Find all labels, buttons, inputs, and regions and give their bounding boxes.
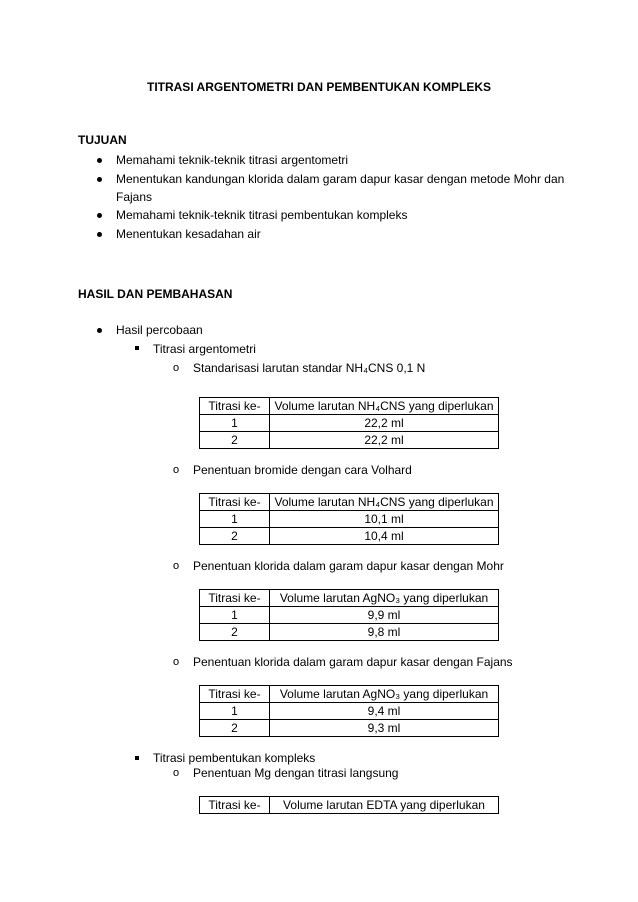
circle-bullet-icon: o bbox=[173, 464, 180, 476]
tujuan-heading: TUJUAN bbox=[78, 133, 127, 147]
table-cell: 2 bbox=[200, 624, 270, 641]
circle-bullet-icon: o bbox=[173, 560, 180, 572]
document-title: TITRASI ARGENTOMETRI DAN PEMBENTUKAN KOMPLEKS bbox=[146, 80, 491, 94]
bullet-icon bbox=[97, 177, 102, 182]
table-header-cell: Titrasi ke- bbox=[200, 398, 270, 415]
hasil-level1-item: Hasil percobaan bbox=[116, 323, 203, 337]
hasil-heading: HASIL DAN PEMBAHASAN bbox=[78, 287, 233, 301]
subsection-title: Penentuan Mg dengan titrasi langsung bbox=[193, 766, 399, 780]
table-cell: 2 bbox=[200, 720, 270, 737]
table-header-cell: Volume larutan EDTA yang diperlukan bbox=[270, 797, 499, 814]
table-cell: 2 bbox=[200, 432, 270, 449]
table-row bbox=[200, 528, 499, 545]
hasil-level2-item: Titrasi argentometri bbox=[153, 342, 256, 356]
tujuan-item-continuation: Fajans bbox=[116, 190, 153, 204]
table-row bbox=[200, 720, 499, 737]
table-cell: 2 bbox=[200, 528, 270, 545]
table-row bbox=[200, 432, 499, 449]
data-table bbox=[199, 493, 499, 545]
table-row bbox=[200, 511, 499, 528]
tujuan-item: Menentukan kandungan klorida dalam garam dapur kasar dengan metode Mohr dan bbox=[116, 172, 565, 186]
square-bullet-icon bbox=[135, 756, 139, 760]
tujuan-item: Menentukan kesadahan air bbox=[116, 227, 261, 241]
square-bullet-icon bbox=[135, 346, 139, 350]
table-cell: 1 bbox=[200, 415, 270, 432]
subsection-title: Penentuan bromide dengan cara Volhard bbox=[193, 463, 412, 477]
table-header-cell: Titrasi ke- bbox=[200, 797, 270, 814]
table-cell: 22,2 ml bbox=[270, 432, 499, 449]
table-cell: 9,3 ml bbox=[270, 720, 499, 737]
circle-bullet-icon: o bbox=[173, 767, 180, 779]
table-header-row bbox=[200, 686, 499, 703]
table-header-cell: Volume larutan AgNO₃ yang diperlukan bbox=[270, 590, 499, 607]
table-header-cell: Volume larutan NH₄CNS yang diperlukan bbox=[270, 494, 499, 511]
table-cell: 9,8 ml bbox=[270, 624, 499, 641]
table-header-cell: Titrasi ke- bbox=[200, 686, 270, 703]
table-header-cell: Titrasi ke- bbox=[200, 590, 270, 607]
data-table bbox=[199, 589, 499, 641]
data-table bbox=[199, 796, 499, 814]
circle-bullet-icon: o bbox=[173, 656, 180, 668]
table-header-row bbox=[200, 398, 499, 415]
subsection-title: Penentuan klorida dalam garam dapur kasar dengan Fajans bbox=[193, 655, 513, 669]
table-header-row bbox=[200, 494, 499, 511]
table-row bbox=[200, 703, 499, 720]
table-header-cell: Volume larutan AgNO₃ yang diperlukan bbox=[270, 686, 499, 703]
table-row bbox=[200, 415, 499, 432]
data-table bbox=[199, 397, 499, 449]
table-header-cell: Volume larutan NH₄CNS yang diperlukan bbox=[270, 398, 499, 415]
table-header-cell: Titrasi ke- bbox=[200, 494, 270, 511]
bullet-icon bbox=[97, 232, 102, 237]
tujuan-item: Memahami teknik-teknik titrasi pembentukan kompleks bbox=[116, 208, 408, 222]
table-cell: 10,4 ml bbox=[270, 528, 499, 545]
table-header-row bbox=[200, 590, 499, 607]
hasil-level2-item: Titrasi pembentukan kompleks bbox=[153, 751, 316, 765]
circle-bullet-icon: o bbox=[173, 362, 180, 374]
table-cell: 1 bbox=[200, 511, 270, 528]
table-cell: 9,4 ml bbox=[270, 703, 499, 720]
table-header-row bbox=[200, 797, 499, 814]
bullet-icon bbox=[97, 328, 102, 333]
bullet-icon bbox=[97, 213, 102, 218]
table-cell: 22,2 ml bbox=[270, 415, 499, 432]
subsection-title: Penentuan klorida dalam garam dapur kasar dengan Mohr bbox=[193, 559, 504, 573]
table-row bbox=[200, 624, 499, 641]
subsection-title: Standarisasi larutan standar NH₄CNS 0,1 N bbox=[193, 361, 426, 375]
tujuan-item: Memahami teknik-teknik titrasi argentometri bbox=[116, 153, 349, 167]
bullet-icon bbox=[97, 158, 102, 163]
table-row bbox=[200, 607, 499, 624]
table-cell: 1 bbox=[200, 703, 270, 720]
table-cell: 9,9 ml bbox=[270, 607, 499, 624]
table-cell: 1 bbox=[200, 607, 270, 624]
table-cell: 10,1 ml bbox=[270, 511, 499, 528]
data-table bbox=[199, 685, 499, 737]
